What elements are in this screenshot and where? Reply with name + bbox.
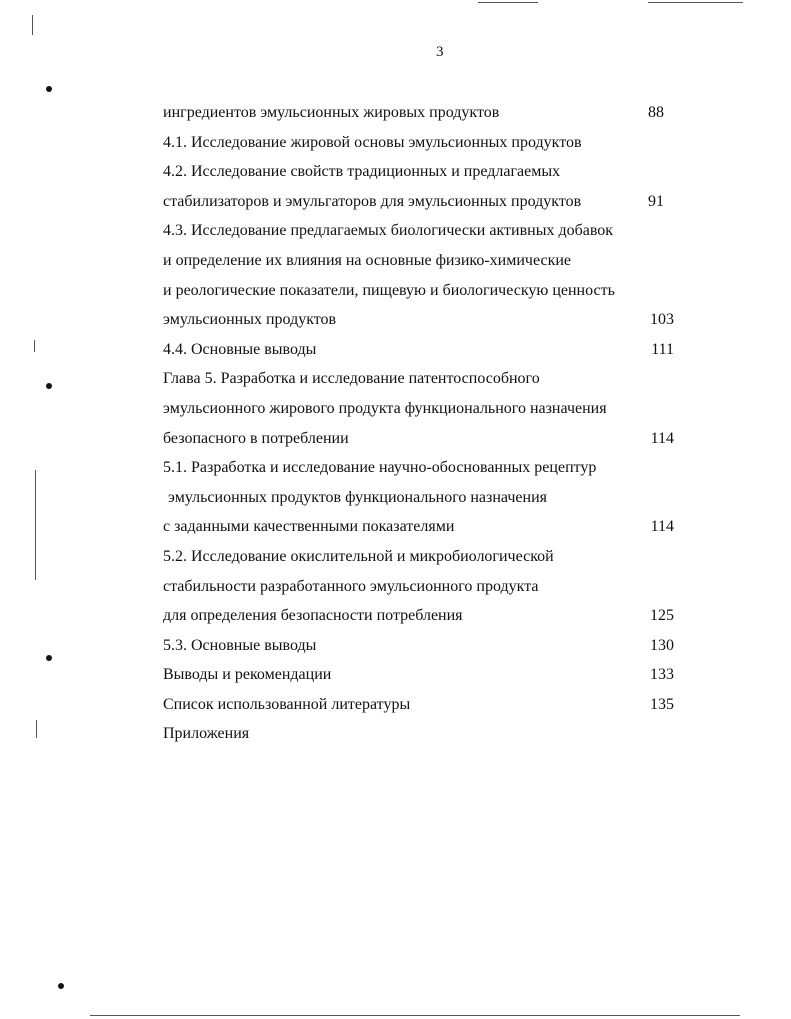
toc-line	[163, 660, 678, 690]
toc-line	[163, 719, 678, 749]
toc-line	[163, 601, 678, 631]
toc-line	[163, 98, 678, 128]
toc-line-page: 111	[651, 340, 674, 358]
toc-line-text: 5.1. Разработка и исследование научно-обоснованных рецептур	[163, 459, 597, 477]
toc-line-text: эмульсионного жирового продукта функционального назначения	[163, 399, 607, 417]
scan-edge-left-4	[36, 720, 37, 738]
toc-line-text: и определение их влияния на основные физико-химические	[163, 251, 571, 269]
toc-line	[163, 305, 678, 335]
toc-line-text: Приложения	[163, 725, 250, 743]
toc-line-text: эмульсионных продуктов	[163, 311, 337, 329]
toc-line	[163, 453, 678, 483]
toc-line-text: 4.1. Исследование жировой основы эмульсионных продуктов	[163, 133, 582, 151]
scan-edge-bottom	[90, 1015, 740, 1016]
toc-line-text: эмульсионных продуктов функционального назначения	[168, 488, 547, 506]
toc-line-page: 130	[650, 636, 674, 654]
toc-line	[163, 512, 678, 542]
toc-line-page: 135	[650, 695, 674, 713]
toc-line	[163, 364, 678, 394]
toc-line-text: Список использованной литературы	[163, 695, 411, 713]
binder-hole-2	[46, 383, 52, 389]
toc-line	[163, 690, 678, 720]
toc-line-page: 103	[650, 311, 674, 329]
toc-line	[163, 216, 678, 246]
scan-edge-left-3	[34, 340, 35, 352]
toc-line-page: 88	[648, 104, 664, 121]
toc-line-text: Глава 5. Разработка и исследование патентоспособного	[163, 370, 540, 388]
table-of-contents	[163, 98, 678, 749]
toc-line	[163, 631, 678, 661]
toc-line	[163, 483, 678, 513]
toc-line-page: 91	[648, 192, 664, 210]
toc-line-text: 5.2. Исследование окислительной и микробиологической	[163, 547, 554, 565]
toc-line-text: стабильности разработанного эмульсионного продукта	[163, 577, 539, 595]
toc-line-text: и реологические показатели, пищевую и биологическую ценность	[163, 281, 615, 299]
toc-line-text: 4.3. Исследование предлагаемых биологически активных добавок	[163, 222, 614, 240]
scan-edge-top-right	[648, 2, 743, 3]
page-number: 3	[436, 44, 444, 60]
toc-line-text: с заданными качественными показателями	[163, 518, 455, 536]
toc-line	[163, 187, 678, 217]
toc-line	[163, 394, 678, 424]
toc-line	[163, 542, 678, 572]
toc-line	[163, 157, 678, 187]
toc-line	[163, 276, 678, 306]
toc-line-page: 114	[650, 518, 674, 536]
toc-line-page: 125	[650, 607, 674, 625]
toc-line	[163, 128, 678, 158]
binder-hole-1	[46, 86, 52, 92]
toc-line-text: Выводы и рекомендации	[163, 666, 332, 684]
scan-edge-left	[35, 470, 36, 580]
toc-line-page: 114	[650, 429, 674, 447]
binder-hole-4	[58, 983, 64, 989]
toc-line-text: для определения безопасности потребления	[163, 607, 463, 625]
toc-line	[163, 335, 678, 365]
toc-line-text: стабилизаторов и эмульгаторов для эмульсионных продуктов	[163, 192, 582, 210]
toc-line	[163, 572, 678, 602]
toc-line-page: 133	[650, 666, 674, 684]
toc-line-text: ингредиентов эмульсионных жировых продуктов	[163, 104, 500, 121]
toc-line-text: 4.2. Исследование свойств традиционных и предлагаемых	[163, 163, 561, 181]
scan-edge-left-2	[32, 15, 33, 35]
scan-edge-top-left	[478, 2, 538, 3]
toc-line	[163, 424, 678, 454]
toc-line	[163, 246, 678, 276]
toc-line-text: 5.3. Основные выводы	[163, 636, 317, 654]
binder-hole-3	[46, 655, 52, 661]
toc-line-text: безопасного в потреблении	[163, 429, 349, 447]
toc-line-text: 4.4. Основные выводы	[163, 340, 317, 358]
